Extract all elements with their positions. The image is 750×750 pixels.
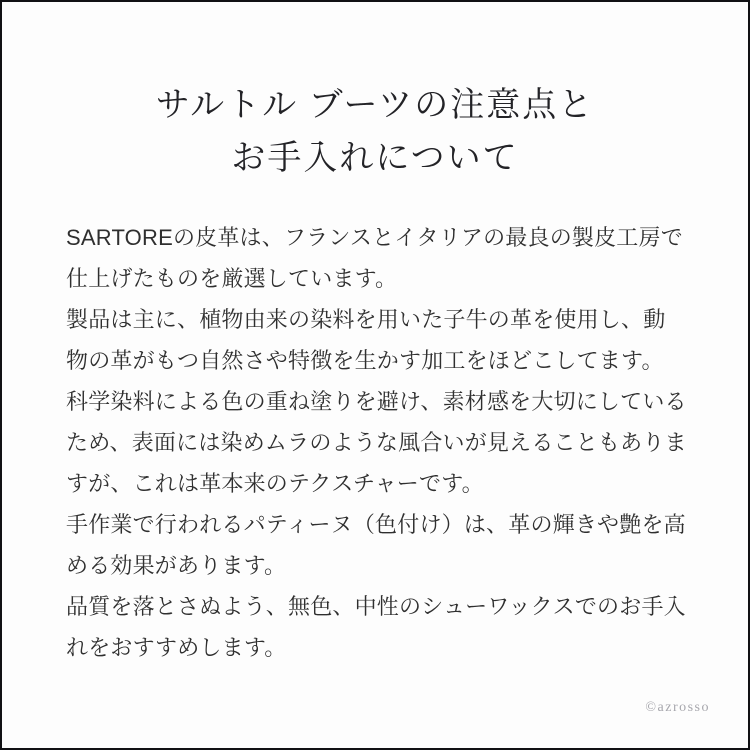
body-text-line: 製品は主に、植物由来の染料を用いた子牛の革を使用し、動 — [66, 307, 666, 332]
watermark-credit: ©azrosso — [645, 700, 710, 715]
body-text-line: 仕上げたものを厳選しています。 — [66, 266, 398, 291]
body-text-line: SARTOREの皮革は、フランスとイタリアの最良の製皮工房で — [66, 225, 683, 250]
body-text-line: 物の革がもつ自然さや特徴を生かす加工をほどこしてます。 — [66, 348, 664, 373]
body-text-line: 手作業で行われるパティーヌ（色付け）は、革の輝きや艶を高 — [66, 512, 686, 537]
body-text — [2, 217, 748, 668]
body-text-line: れをおすすめします。 — [66, 635, 287, 660]
body-text-line: すが、これは革本来のテクスチャーです。 — [66, 471, 484, 496]
page-title-line-2: お手入れについて — [231, 140, 519, 177]
body-text-line: 品質を落とさぬよう、無色、中性のシューワックスでのお手入 — [66, 594, 686, 619]
page-title — [2, 79, 748, 185]
body-text-line: 科学染料による色の重ね塗りを避け、素材感を大切にしている — [66, 389, 687, 414]
page-title-line-1: サルトル ブーツの注意点と — [155, 87, 595, 124]
body-text-line: ため、表面には染めムラのような風合いが見えることもありま — [66, 430, 687, 455]
body-text-line: める効果があります。 — [66, 553, 287, 578]
